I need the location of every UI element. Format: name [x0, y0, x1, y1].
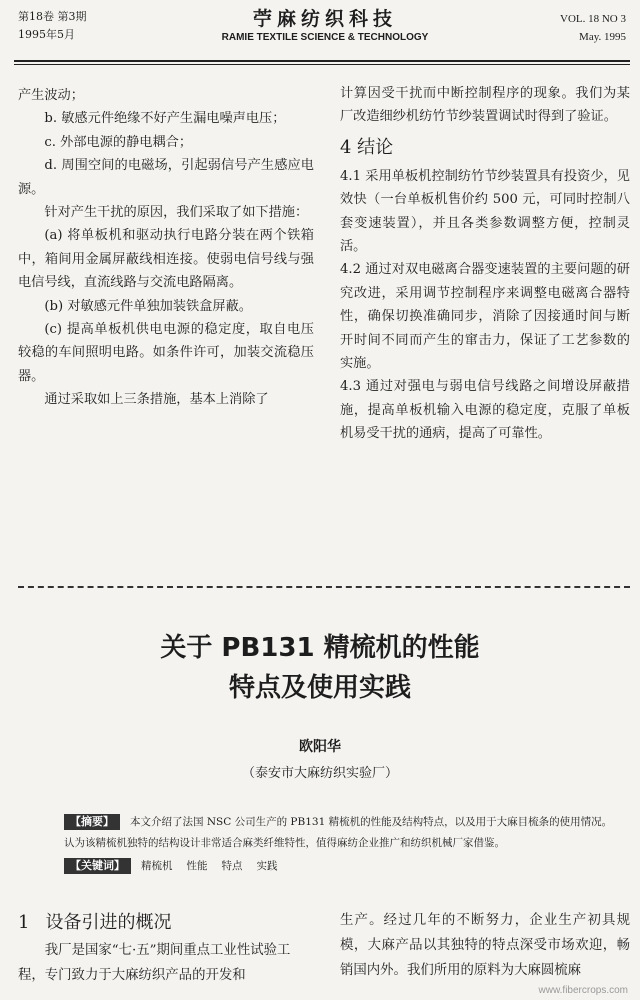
- header-rule-thin: [14, 64, 630, 65]
- keywords: [64, 856, 616, 877]
- paragraph: (a) 将单板机和驱动执行电路分装在两个铁箱中，箱间用金属屏蔽线相连接。使弱电信号线与强电信号线，直流线路与交流电路隔离。: [18, 228, 314, 291]
- section-title: 设备引进的概况: [45, 912, 172, 933]
- vol-no: VOL. 18 NO 3: [560, 13, 626, 25]
- keyword: 特点: [221, 860, 243, 872]
- section-heading-conclusion: 4 结论: [340, 136, 394, 158]
- keywords-label: 【关键词】: [64, 858, 131, 874]
- paragraph: (b) 对敏感元件单独加装铁盒屏蔽。: [44, 298, 252, 314]
- keyword: 实践: [256, 860, 278, 872]
- article-separator: [18, 586, 630, 588]
- paragraph: d. 周围空间的电磁场，引起弱信号产生感应电源。: [18, 158, 314, 197]
- abstract-text: 本文介绍了法国 NSC 公司生产的 PB131 精梳机的性能及结构特点，以及用于大麻目梳条的使用情况。认为该精梳机独特的结构设计非常适合麻类纤维特性，值得麻纺企业推广和纺织机械厂家借鉴。: [64, 816, 613, 849]
- paragraph: 计算因受干扰而中断控制程序的现象。我们为某厂改造细纱机纺竹节纱装置调试时得到了验证。: [340, 86, 630, 125]
- abstract: [64, 812, 616, 854]
- affiliation: （泰安市大麻纺织实验厂）: [241, 766, 398, 781]
- paragraph: c. 外部电源的静电耦合；: [44, 134, 193, 150]
- paragraph: 针对产生干扰的原因，我们采取了如下措施：: [44, 205, 309, 221]
- section1-right-text: 生产。经过几年的不断努力，企业生产初具规模，大麻产品以其独特的特点深受市场欢迎，畅销国内外。我们所用的原料为大麻圆梳麻: [340, 913, 630, 978]
- left-column: [18, 84, 314, 412]
- author: 欧阳华: [299, 739, 341, 755]
- right-column: [340, 82, 630, 446]
- keyword: 精梳机: [141, 860, 173, 872]
- journal-title-cn: 苧麻纺织科技: [252, 8, 397, 30]
- paragraph: 产生波动；: [18, 88, 84, 103]
- issue-date: 1995年5月: [18, 28, 75, 41]
- article-title: [0, 628, 640, 708]
- paragraph: (c) 提高单板机供电电源的稳定度，取自电压较稳的车间照明电路。如条件许可，加装交流稳压器。: [18, 322, 314, 384]
- article-title-line1: 关于 PB131 精梳机的性能: [160, 633, 480, 663]
- journal-title-en: RAMIE TEXTILE SCIENCE & TECHNOLOGY: [221, 32, 429, 43]
- conclusion-item: 4.3 通过对强电与弱电信号线路之间增设屏蔽措施，提高单板机输入电源的稳定度，克服了单板机易受干扰的通病，提高了可靠性。: [340, 379, 630, 442]
- volume-issue: 第18卷 第3期: [18, 10, 87, 23]
- article-title-line2: 特点及使用实践: [228, 673, 411, 703]
- paragraph: 通过采取如上三条措施，基本上消除了: [44, 392, 269, 408]
- conclusion-item: 4.1 采用单板机控制纺竹节纱装置具有投资少，见效快（一台单板机售价约 500 元，可同时控制八套变速装置），并且各类参数调整方便，控制灵活。: [340, 168, 630, 255]
- journal-title: [180, 6, 470, 44]
- header-right: [560, 10, 626, 46]
- header-rule-thick: [14, 60, 630, 62]
- watermark: www.fibercrops.com: [538, 985, 628, 996]
- section-heading: [18, 910, 171, 936]
- abstract-block: [64, 812, 616, 877]
- section-number: 1: [18, 912, 30, 933]
- month-year: May. 1995: [579, 31, 626, 43]
- keyword: 性能: [186, 860, 208, 872]
- conclusion-item: 4.2 通过对双电磁离合器变速装置的主要问题的研究改进，采用调节控制程序来调整电磁离合器特性，确保切换准确同步，消除了因接通时间与断开时间不同而产生的窜击力，保证了工艺参数的实施。: [340, 262, 630, 372]
- abstract-label: 【摘要】: [64, 814, 120, 830]
- section1-left-text: 我厂是国家“七·五”期间重点工业性试验工程，专门致力于大麻纺织产品的开发和: [18, 943, 291, 983]
- paragraph: b. 敏感元件绝缘不好产生漏电噪声电压；: [44, 111, 286, 127]
- header-left: [18, 8, 87, 44]
